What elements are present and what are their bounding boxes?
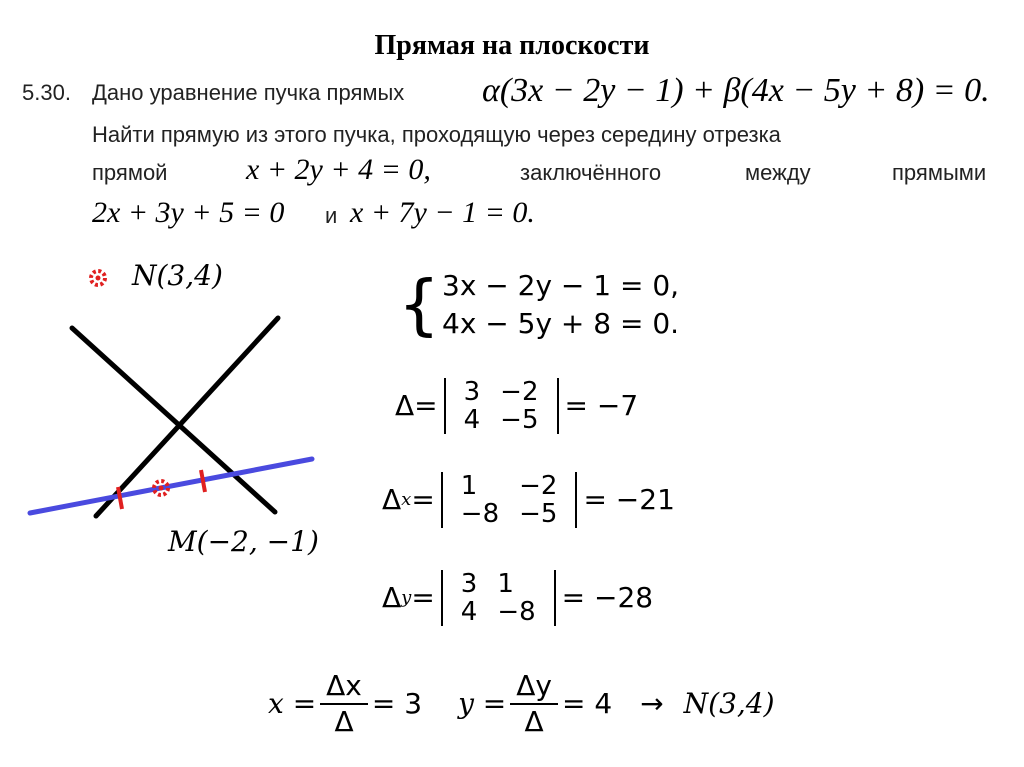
det-main-matrix <box>444 378 559 434</box>
det-x-label: Δ <box>382 483 402 516</box>
segment-line-equation: x + 2y + 4 = 0, <box>246 153 431 186</box>
det-y-a12: 1 <box>497 569 514 599</box>
final-y-var: y = <box>458 687 507 720</box>
main-determinant <box>395 378 638 434</box>
det-x-a22: −5 <box>519 499 558 529</box>
problem-line3-word4: прямыми <box>892 160 987 185</box>
final-x-fraction <box>320 669 368 738</box>
final-y-result: = 4 <box>562 687 613 720</box>
problem-number: 5.30. <box>22 80 71 105</box>
det-x-equals: = <box>411 483 435 516</box>
pencil-equation: α(3x − 2y − 1) + β(4x − 5y + 8) = 0. <box>482 72 990 109</box>
det-main-a11: 3 <box>463 377 481 407</box>
final-x-var: x = <box>268 687 317 720</box>
det-y-a11: 3 <box>460 569 478 599</box>
det-y-equals: = <box>411 581 435 614</box>
system-brace: { <box>398 266 440 343</box>
det-x-result: = −21 <box>583 483 675 516</box>
det-x-subscript: x <box>401 489 412 510</box>
point-n-marker-icon <box>91 271 105 285</box>
point-m-label: M(−2, −1) <box>168 525 319 558</box>
final-y-numerator: Δy <box>516 669 552 702</box>
delta-y-determinant <box>382 570 653 626</box>
det-x-a11: 1 <box>460 471 478 501</box>
det-y-a22: −8 <box>497 597 536 627</box>
first-bounding-line-equation: 2x + 3y + 5 = 0 <box>92 196 285 229</box>
second-bounding-line-equation: x + 7y − 1 = 0. <box>350 196 535 229</box>
final-result-row <box>268 669 775 738</box>
det-y-label: Δ <box>382 581 402 614</box>
final-y-denominator: Δ <box>524 705 544 738</box>
system-equation-1: 3x − 2y − 1 = 0, <box>442 269 680 302</box>
final-y-fraction <box>510 669 558 738</box>
final-point: N(3,4) <box>683 687 775 720</box>
det-main-a22: −5 <box>500 405 539 435</box>
geometry-diagram <box>0 250 360 570</box>
equation-system <box>398 266 680 343</box>
problem-line2-text: Найти прямую из этого пучка, проходящую через середину отрезка <box>92 122 781 147</box>
det-y-subscript: y <box>401 587 412 608</box>
problem-line3-word3: между <box>745 160 811 185</box>
final-x-result: = 3 <box>371 687 423 720</box>
det-main-label: Δ= <box>395 389 438 422</box>
problem-line3-word2: заключённого <box>520 160 662 185</box>
system-equation-2: 4x − 5y + 8 = 0. <box>442 307 680 340</box>
black-line-2 <box>96 318 278 516</box>
problem-line3-word1: прямой <box>92 160 168 185</box>
final-x-numerator: Δx <box>326 669 362 702</box>
det-x-matrix <box>441 472 578 528</box>
final-x-denominator: Δ <box>334 705 354 738</box>
det-y-a21: 4 <box>460 597 478 627</box>
problem-line1-text: Дано уравнение пучка прямых <box>92 80 405 105</box>
det-main-a12: −2 <box>500 377 539 407</box>
tick-mark-right <box>201 470 205 492</box>
det-x-a12: −2 <box>519 471 558 501</box>
arrow-icon: → <box>640 687 664 720</box>
det-main-a21: 4 <box>463 405 481 435</box>
delta-x-determinant <box>382 472 675 528</box>
det-x-a21: −8 <box>460 499 500 529</box>
point-n-label: N(3,4) <box>132 259 223 292</box>
det-y-matrix <box>441 570 556 626</box>
det-y-result: = −28 <box>561 581 654 614</box>
page-title: Прямая на плоскости <box>374 30 650 61</box>
det-main-result: = −7 <box>564 389 639 422</box>
problem-and-word: и <box>325 203 338 228</box>
